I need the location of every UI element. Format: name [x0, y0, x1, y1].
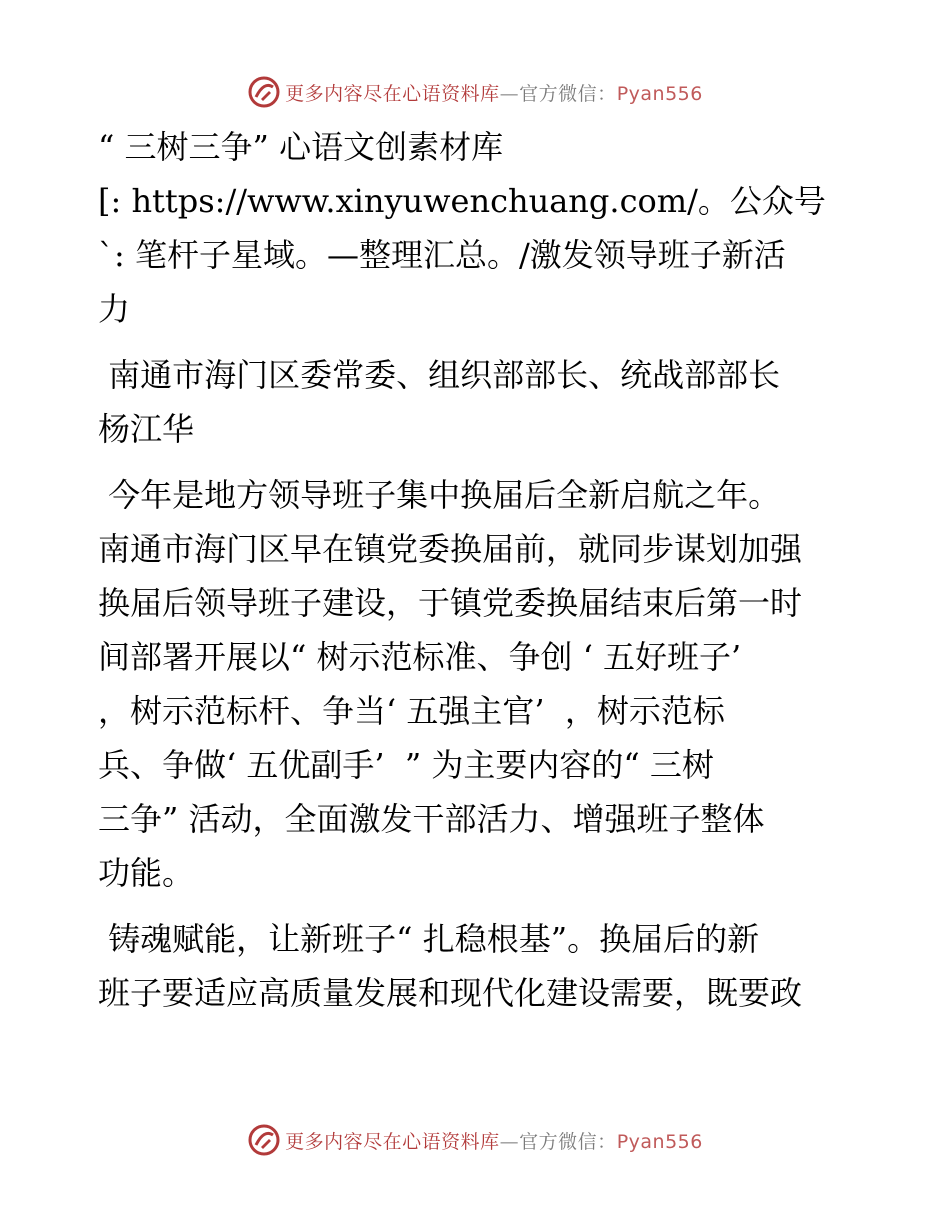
paragraph-line: 间部署开展以“ 树示范标准、争创 ‘ 五好班子’ — [98, 638, 742, 676]
source-line: [: https://www.xinyuwenchuang.com/。公众号 — [98, 182, 826, 220]
paragraph-line: 功能。 — [98, 854, 195, 892]
paragraph-line: 换届后领导班子建设，于镇党委换届结束后第一时 — [98, 584, 803, 622]
document-body — [98, 120, 858, 1020]
logo-icon — [247, 75, 281, 109]
author-line: 南通市海门区委常委、组织部部长、统战部部长 — [98, 356, 781, 394]
paragraph-line: 班子要适应高质量发展和现代化建设需要，既要政 — [98, 974, 803, 1012]
paragraph-line: 南通市海门区早在镇党委换届前，就同步谋划加强 — [98, 530, 803, 568]
watermark-text: 更多内容尽在心语资料库—官方微信：Pyan556 — [285, 1130, 703, 1153]
paragraph-1 — [98, 468, 858, 900]
title-block — [98, 120, 858, 336]
paragraph-line: 铸魂赋能，让新班子“ 扎稳根基”。换届后的新 — [98, 920, 760, 958]
header-watermark-banner — [0, 72, 950, 112]
watermark-text: 更多内容尽在心语资料库—官方微信：Pyan556 — [285, 82, 703, 105]
paragraph-line: 兵、争做‘ 五优副手’ ” 为主要内容的“ 三树 — [98, 746, 714, 784]
paragraph-line: ，树示范标杆、争当‘ 五强主官’ ，树示范标 — [98, 692, 725, 730]
source-line: `: 笔杆子星域。—整理汇总。/激发领导班子新活 — [98, 236, 786, 274]
paragraph-line: 三争” 活动，全面激发干部活力、增强班子整体 — [98, 800, 765, 838]
title-line: “ 三树三争” 心语文创素材库 — [98, 128, 504, 166]
paragraph-2 — [98, 912, 858, 1020]
author-block — [98, 348, 858, 456]
author-line: 杨江华 — [98, 410, 195, 448]
source-line: 力 — [98, 290, 131, 328]
paragraph-line: 今年是地方领导班子集中换届后全新启航之年。 — [98, 476, 781, 514]
logo-icon — [247, 1123, 281, 1157]
footer-watermark-banner — [0, 1120, 950, 1160]
